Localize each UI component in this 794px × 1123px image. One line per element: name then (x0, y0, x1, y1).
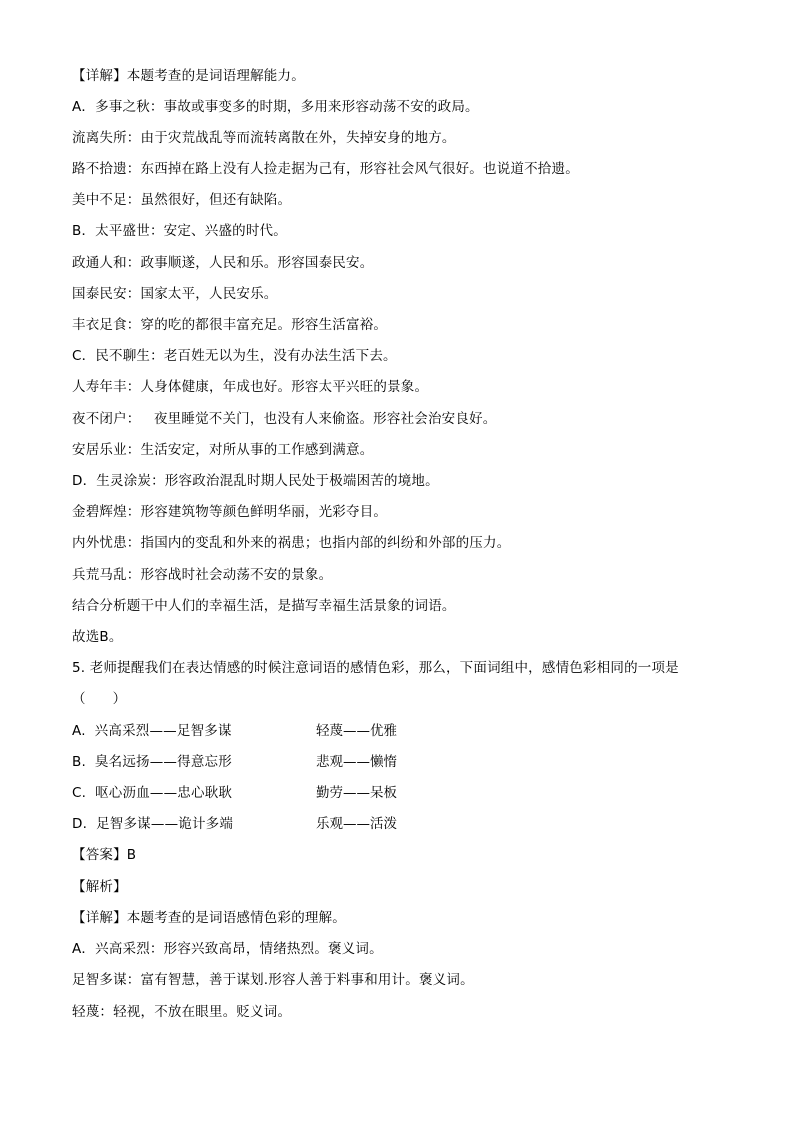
analysis-intro: 【详解】本题考查的是词语理解能力。 (72, 68, 305, 84)
option-c-right: 勤劳——呆板 (316, 785, 397, 801)
analysis-line: 美中不足：虽然很好，但还有缺陷。 (72, 192, 292, 208)
question-paren: （ ） (72, 691, 127, 707)
detail-intro: 【详解】本题考查的是词语感情色彩的理解。 (72, 910, 346, 926)
question-stem: 5. 老师提醒我们在表达情感的时候注意词语的感情色彩，那么，下面词组中，感情色彩相同的一项是 (72, 660, 679, 676)
analysis-line: 丰衣足食：穿的吃的都很丰富充足。形容生活富裕。 (72, 317, 388, 333)
detail-line: A．兴高采烈：形容兴致高昂，情绪热烈。褒义词。 (72, 941, 383, 957)
analysis-line: 路不拾遗：东西掉在路上没有人捡走据为己有，形容社会风气很好。也说道不拾遗。 (72, 161, 579, 177)
analysis-line: 夜不闭户： 夜里睡觉不关门，也没有人来偷盗。形容社会治安良好。 (72, 411, 497, 427)
detail-line: 足智多谋：富有智慧，善于谋划.形容人善于料事和用计。褒义词。 (72, 972, 474, 988)
analysis-line: 结合分析题干中人们的幸福生活，是描写幸福生活景象的词语。 (72, 598, 456, 614)
analysis-line: 流离失所：由于灾荒战乱等而流转离散在外，失掉安身的地方。 (72, 130, 456, 146)
analysis-line: 兵荒马乱：形容战时社会动荡不安的景象。 (72, 567, 333, 583)
analysis-line: 国泰民安：国家太平，人民安乐。 (72, 286, 278, 302)
option-a-left: A. 兴高采烈——足智多谋 (72, 723, 232, 739)
detail-line: 轻蔑：轻视，不放在眼里。贬义词。 (72, 1004, 292, 1020)
option-b-left: B. 臭名远扬——得意忘形 (72, 754, 232, 770)
analysis-conclusion: 故选B。 (72, 629, 123, 645)
analysis-line: 人寿年丰：人身体健康，年成也好。形容太平兴旺的景象。 (72, 379, 429, 395)
option-b-right: 悲观——懒惰 (316, 754, 397, 770)
answer-label: 【答案】B (72, 847, 137, 863)
analysis-line: 金碧辉煌：形容建筑物等颜色鲜明华丽，光彩夺目。 (72, 504, 388, 520)
analysis-line: 内外忧患：指国内的变乱和外来的祸患；也指内部的纠纷和外部的压力。 (72, 535, 511, 551)
analysis-line: C．民不聊生：老百姓无以为生，没有办法生活下去。 (72, 348, 397, 364)
analysis-line: 安居乐业：生活安定，对所从事的工作感到满意。 (72, 442, 374, 458)
analysis-line: 政通人和：政事顺遂，人民和乐。形容国泰民安。 (72, 255, 374, 271)
option-c-left: C. 呕心沥血——忠心耿耿 (72, 785, 233, 801)
analysis-line: B．太平盛世：安定、兴盛的时代。 (72, 223, 287, 239)
option-d-right: 乐观——活泼 (316, 816, 397, 832)
option-a-right: 轻蔑——优雅 (316, 723, 397, 739)
option-d-left: D. 足智多谋——诡计多端 (72, 816, 234, 832)
analysis-line: D．生灵涂炭：形容政治混乱时期人民处于极端困苦的境地。 (72, 473, 439, 489)
analysis-line: A．多事之秋：事故或事变多的时期，多用来形容动荡不安的政局。 (72, 99, 479, 115)
analysis-label: 【解析】 (72, 879, 127, 895)
